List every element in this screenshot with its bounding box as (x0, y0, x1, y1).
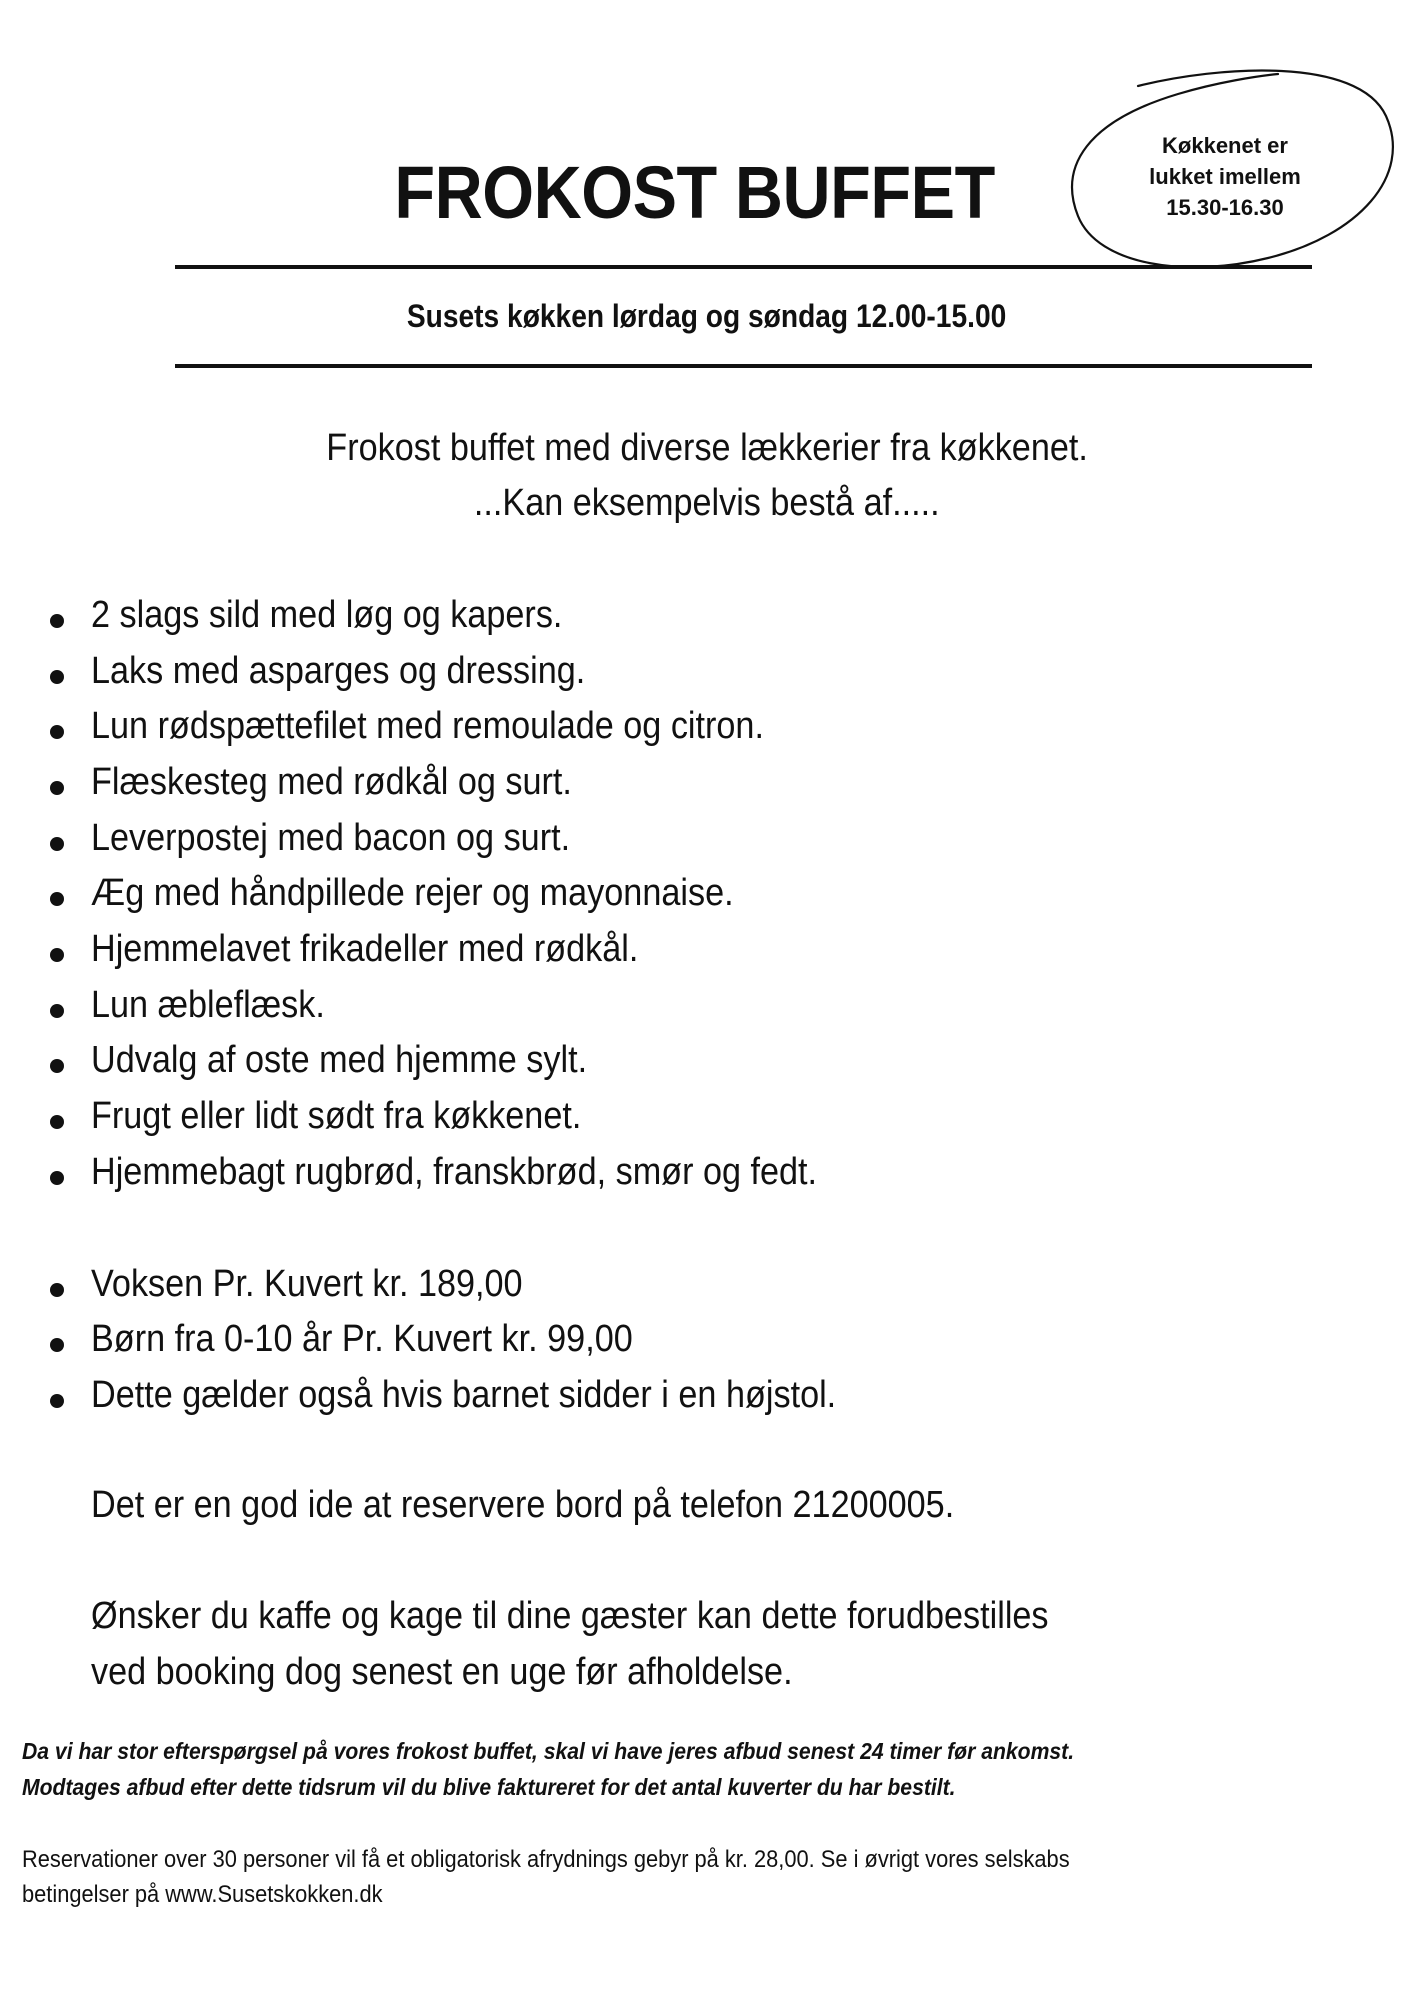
bullet-icon (50, 1394, 64, 1408)
divider-bottom (175, 364, 1312, 368)
kitchen-closed-line: Køkkenet er (1162, 133, 1288, 158)
list-item-text: Lun rødspættefilet med remoulade og citron. (91, 705, 764, 747)
list-item-text: Laks med asparges og dressing. (91, 650, 586, 692)
list-item-text: Frugt eller lidt sødt fra køkkenet. (91, 1095, 582, 1137)
fine-print-text: betingelser på www.Susetskokken.dk (22, 1881, 383, 1908)
opening-hours-text: Susets køkken lørdag og søndag 12.00-15.00 (407, 298, 1007, 334)
bullet-icon (50, 837, 64, 851)
bullet-icon (50, 614, 64, 628)
fine-print-text: Reservationer over 30 personer vil få et obligatorisk afrydnings gebyr på kr. 28,00. Se i øvrigt vores selskabs (22, 1846, 1070, 1873)
fine-print (22, 1846, 1173, 1874)
kitchen-closed-line: 15.30-16.30 (1166, 195, 1284, 220)
bullet-icon (50, 781, 64, 795)
opening-hours (0, 298, 1414, 335)
list-item-text: Hjemmebagt rugbrød, franskbrød, smør og fedt. (91, 1151, 818, 1193)
reservation-phone-text: Det er en god ide at reservere bord på telefon 21200005. (91, 1484, 955, 1526)
fine-print (22, 1881, 418, 1909)
bullet-icon (50, 1171, 64, 1185)
intro-line-text: Frokost buffet med diverse lækkerier fra køkkenet. (326, 427, 1088, 469)
bullet-icon (50, 892, 64, 906)
cancellation-note (22, 1738, 1166, 1765)
list-item-text: 2 slags sild med løg og kapers. (91, 594, 563, 636)
list-item-text: Udvalg af oste med hjemme sylt. (91, 1039, 588, 1081)
bullet-icon (50, 1115, 64, 1129)
price-item-text: Voksen Pr. Kuvert kr. 189,00 (91, 1263, 523, 1305)
intro-line (0, 427, 1414, 470)
cancellation-note-text: Modtages afbud efter dette tidsrum vil du blive faktureret for det antal kuverter du har bestilt. (22, 1774, 956, 1800)
reservation-phone (91, 1484, 1050, 1527)
intro-line-text: ...Kan eksempelvis bestå af..... (474, 482, 940, 524)
list-item-text: Flæskesteg med rødkål og surt. (91, 761, 572, 803)
list-item-text: Lun æbleflæsk. (91, 984, 325, 1026)
bullet-icon (50, 670, 64, 684)
divider-top (175, 265, 1312, 269)
bullet-icon (50, 1283, 64, 1297)
bullet-icon (50, 1059, 64, 1073)
cancellation-note (22, 1774, 1037, 1801)
kitchen-closed-note (1100, 130, 1350, 223)
bullet-icon (50, 725, 64, 739)
bullet-icon (50, 1338, 64, 1352)
cancellation-note-text: Da vi har stor efterspørgsel på vores frokost buffet, skal vi have jeres afbud senest 24 timer før ankomst. (22, 1738, 1075, 1764)
list-item-text: Hjemmelavet frikadeller med rødkål. (91, 928, 639, 970)
price-item-text: Dette gælder også hvis barnet sidder i en højstol. (91, 1374, 837, 1416)
list-item-text: Leverpostej med bacon og surt. (91, 817, 571, 859)
bullet-icon (50, 948, 64, 962)
list-item-text: Æg med håndpillede rejer og mayonnaise. (91, 872, 734, 914)
price-item-text: Børn fra 0-10 år Pr. Kuvert kr. 99,00 (91, 1318, 633, 1360)
intro-line (0, 482, 1414, 525)
bullet-icon (50, 1004, 64, 1018)
page-title-text: FROKOST BUFFET (394, 151, 995, 234)
coffee-note-text: Ønsker du kaffe og kage til dine gæster kan dette forudbestilles (91, 1595, 1049, 1637)
coffee-note-line (91, 1595, 1155, 1638)
coffee-note-line (91, 1651, 871, 1694)
coffee-note-text: ved booking dog senest en uge før afholdelse. (91, 1651, 793, 1693)
kitchen-closed-line: lukket imellem (1149, 164, 1301, 189)
